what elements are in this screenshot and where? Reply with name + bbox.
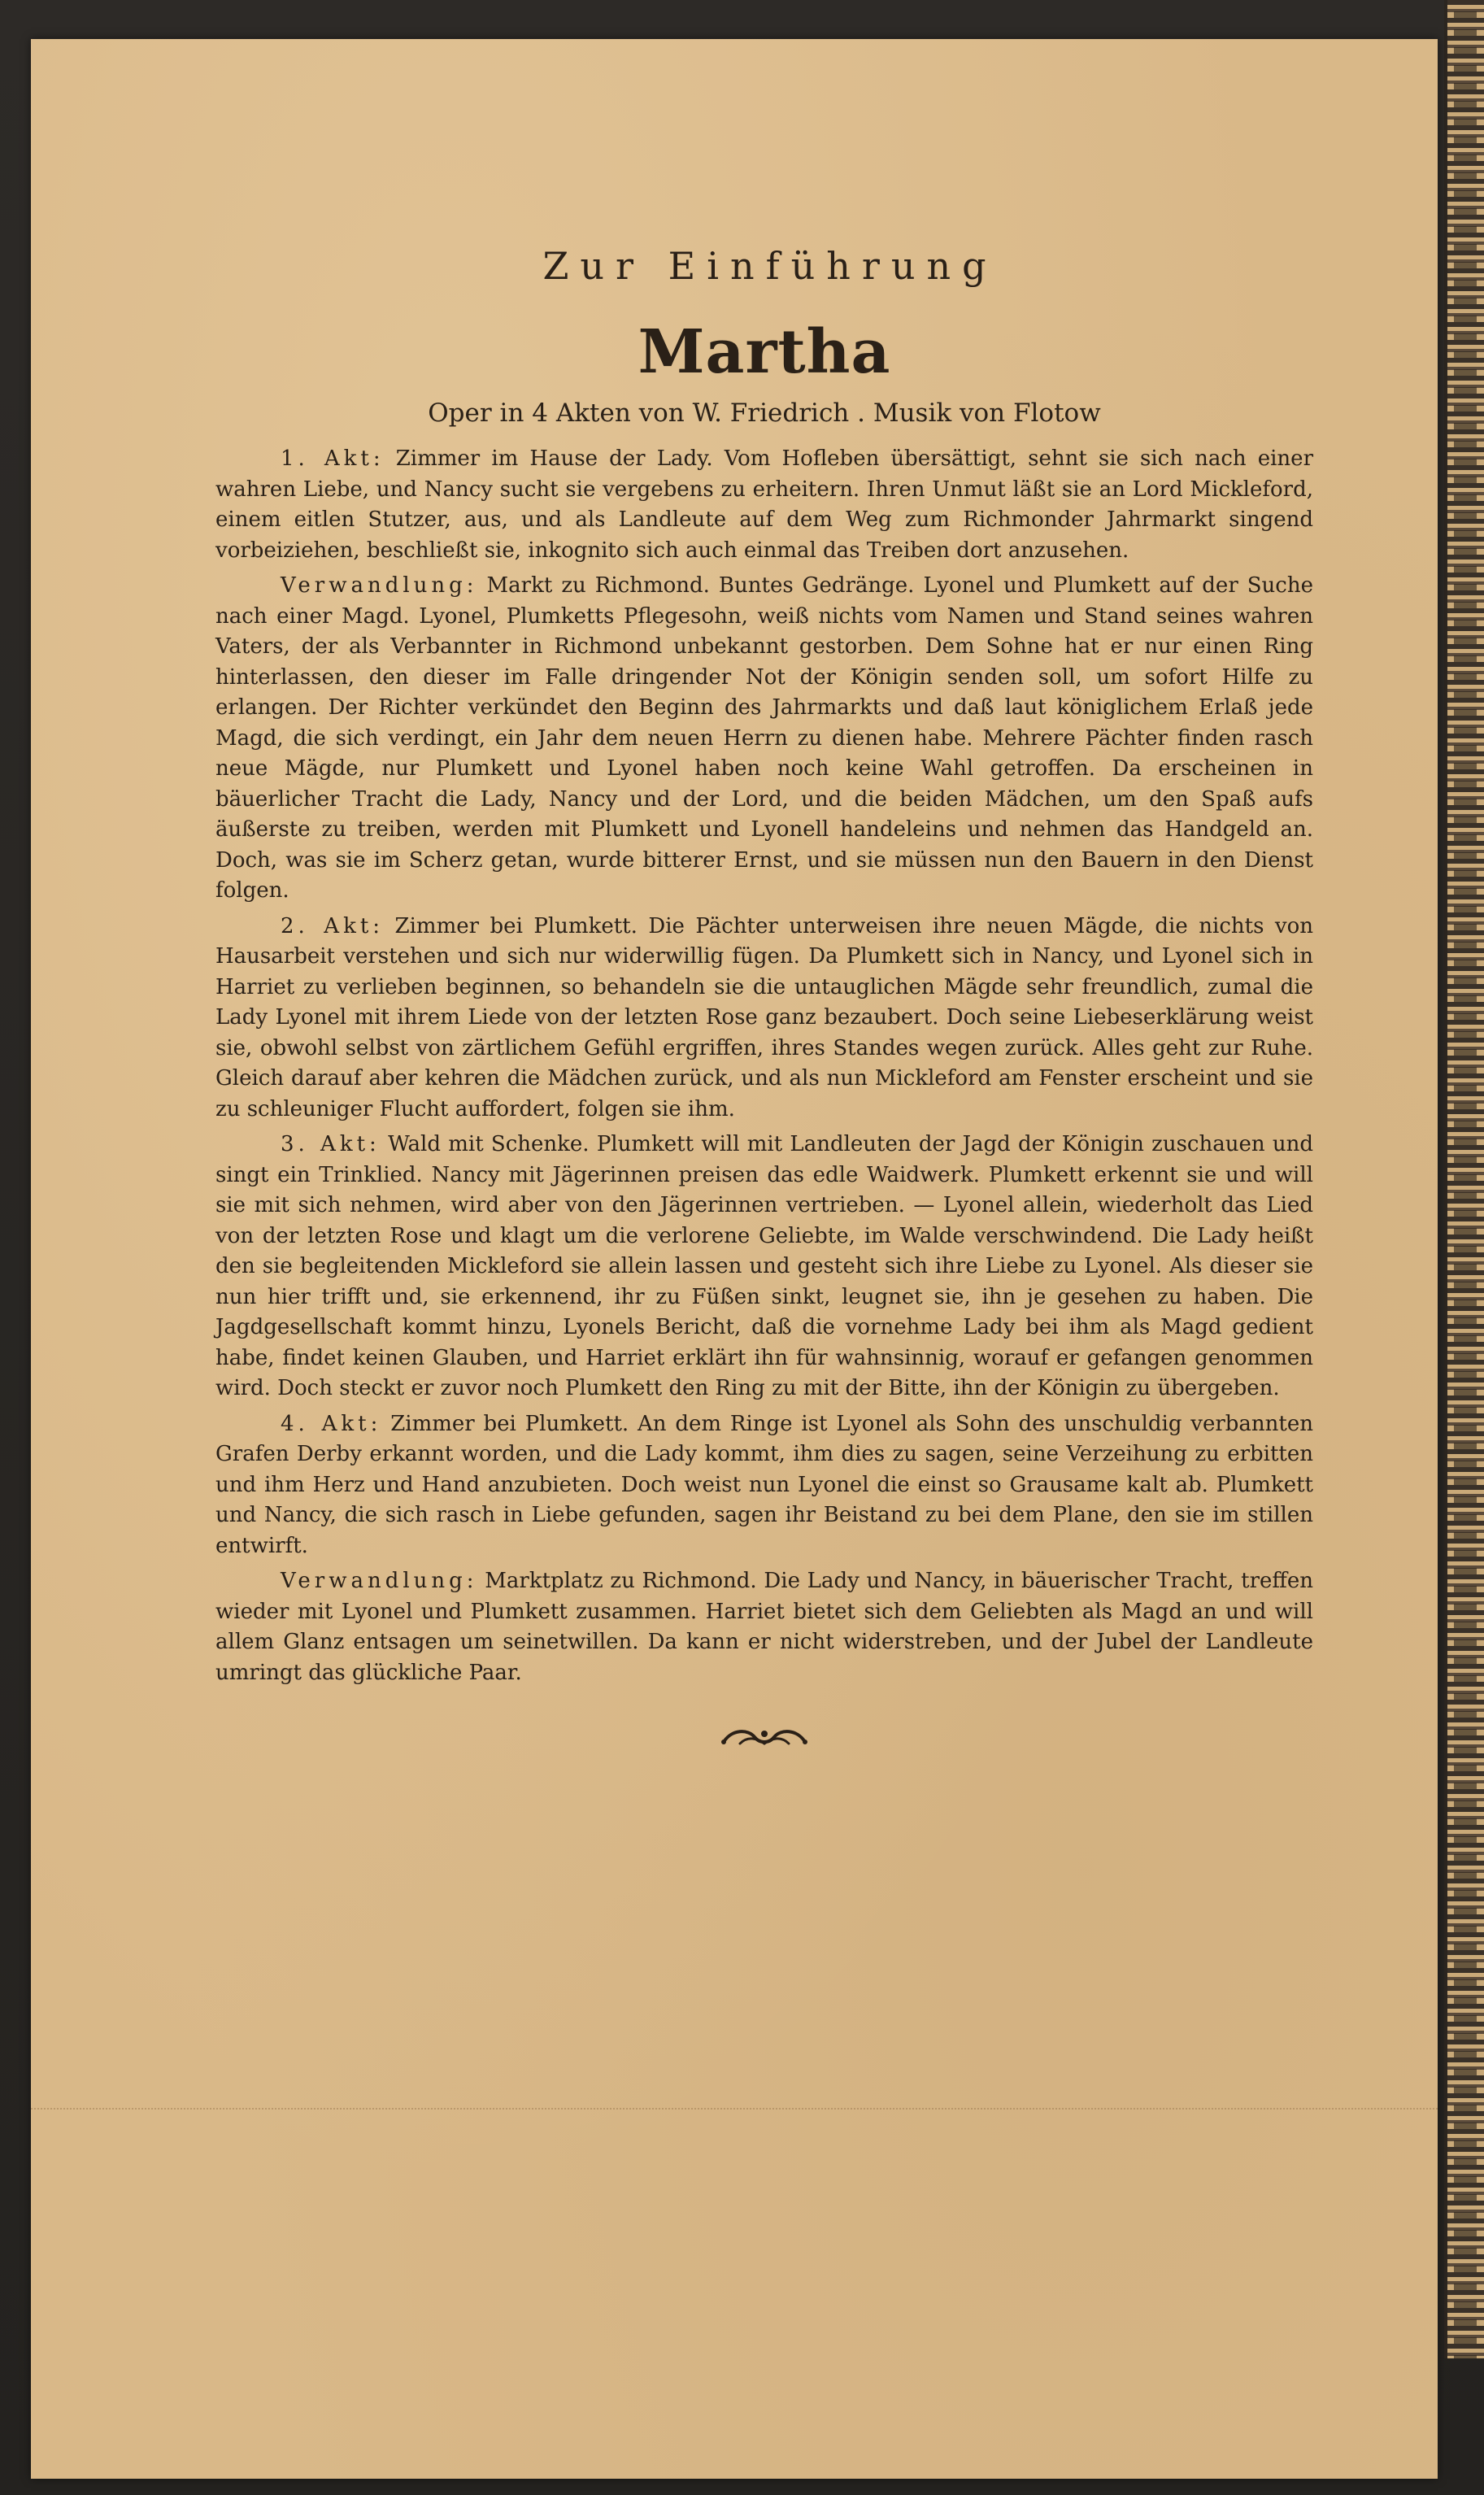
fold-line — [31, 2108, 1438, 2110]
paragraph-act-4-change — [215, 1566, 1313, 1688]
paragraph-text: Markt zu Richmond. Buntes Gedränge. Lyonel und Plumkett auf der Suche nach einer Magd. Lyonel, Plumketts Pflegesohn, weiß nichts vom Namen und Stand seines wahren Vaters, der als Verbannter in Richmond unbekannt gestorben. Dem Sohne hat er nur einen Ring hinterlassen, den dieser im Falle dringender Not der Königin senden soll, um sofort Hilfe zu erlangen. Der Richter verkündet den Beginn des Jahrmarkts und daß laut königlichem Erlaß jede Magd, die sich verdingt, ein Jahr dem neuen Herrn zu dienen habe. Mehrere Pächter finden rasch neue Mägde, nur Plumkett und Lyonel haben noch keine Wahl getroffen. Da erscheinen in bäuerlicher Tracht die Lady, Nancy und der Lord, und die beiden Mädchen, um den Spaß aufs äußerste zu treiben, werden mit Plumkett und Lyonell handeleins und nehmen das Handgeld an. Doch, was sie im Scherz getan, wurde bitterer Ernst, und sie müssen nun den Bauern in den Dienst folgen. — [215, 573, 1313, 903]
scroll-ornament-icon — [215, 1724, 1313, 1753]
paragraph-text: Zimmer bei Plumkett. Die Pächter unterweisen ihre neuen Mägde, die nichts von Hausarbeit verstehen und sich nur widerwillig fügen. Da Plumkett sich in Nancy, und Lyonel sich in Harriet zu verlieben beginnen, so behandeln sie die untauglichen Mägde sehr freundlich, zumal die Lady Lyonel mit ihrem Liede von der letzten Rose ganz bezaubert. Doch seine Liebeserklärung weist sie, obwohl selbst von zärtlichem Gefühl ergriffen, ihres Standes wegen zurück. Alles geht zur Ruhe. Gleich darauf aber kehren die Mädchen zurück, und als nun Mickleford am Fenster erscheint und sie zu schleuniger Flucht auffordert, folgen sie ihm. — [215, 913, 1313, 1121]
paragraph-lead: 4. Akt: — [281, 1411, 382, 1436]
paragraph-act-2 — [215, 912, 1313, 1126]
paragraph-text: Marktplatz zu Richmond. Die Lady und Nancy, in bäuerischer Tracht, treffen wieder mit Lyonel und Plumkett zusammen. Harriet bietet sich dem Geliebten als Magd an und will allem Glanz entsagen um seinetwillen. Da kann er nicht widerstreben, und der Jubel der Landleute umringt das glückliche Paar. — [215, 1569, 1313, 1685]
paragraph-act-1-change — [215, 571, 1313, 907]
paragraph-lead: 3. Akt: — [281, 1132, 381, 1156]
opera-subtitle: Oper in 4 Akten von W. Friedrich . Musik von Flotow — [428, 398, 1101, 428]
document-body — [215, 244, 1313, 1753]
paragraph-act-1 — [215, 444, 1313, 566]
paragraph-text: Wald mit Schenke. Plumkett will mit Landleuten der Jagd der Königin zuschauen und singt ein Trinklied. Nancy mit Jägerinnen preisen das edle Waidwerk. Plumkett erkennt sie und will sie mit sich nehmen, wird aber von den Jägerinnen vertrieben. — Lyonel allein, wiederholt das Lied von der letzten Rose und klagt um die verlorene Geliebte, im Walde verschwindend. Die Lady heißt den sie begleitenden Mickleford sie allein lassen und gesteht sich ihre Liebe zu Lyonel. Als dieser sie nun hier trifft und, sie erkennend, ihr zu Füßen sinkt, leugnet sie, ihn je gesehen zu haben. Die Jagdgesellschaft kommt hinzu, Lyonels Bericht, daß die vornehme Lady bei ihm als Magd gedient habe, findet keinen Glauben, und Harriet erklärt ihn für wahnsinnig, worauf er gefangen genommen wird. Doch steckt er zuvor noch Plumkett den Ring zu mit der Bitte, ihn der Königin zu übergeben. — [215, 1132, 1314, 1400]
scroll-ornament-icon-svg — [716, 1724, 813, 1750]
paragraph-lead: 2. Akt: — [281, 913, 385, 938]
paragraph-act-4 — [215, 1409, 1313, 1562]
section-heading: Zur Einführung — [542, 244, 998, 288]
paragraph-lead: 1. Akt: — [281, 446, 385, 471]
paragraph-text: Zimmer im Hause der Lady. Vom Hofleben übersättigt, sehnt sie sich nach einer wahren Liebe, und Nancy sucht sie vergebens zu erheitern. Ihren Unmut läßt sie an Lord Mickleford, einem eitlen Stutzer, aus, und als Landleute auf dem Weg zum Richmonder Jahrmarkt singend vorbeiziehen, beschließt sie, inkognito sich auch einmal das Treiben dort anzusehen. — [215, 446, 1313, 563]
paragraph-lead: Verwandlung: — [281, 1569, 478, 1593]
opera-title: Martha — [638, 317, 891, 387]
paragraph-lead: Verwandlung: — [281, 573, 478, 598]
paragraph-text: Zimmer bei Plumkett. An dem Ringe ist Lyonel als Sohn des unschuldig verbannten Grafen Derby erkannt worden, und die Lady kommt, ihm dies zu sagen, seine Verzeihung zu erbitten und ihm Herz und Hand anzubieten. Doch weist nun Lyonel die einst so Grausame kalt ab. Plumkett und Nancy, die sich rasch in Liebe gefunden, sagen ihr Beistand zu bei dem Plane, den sie im stillen entwirft. — [215, 1411, 1314, 1558]
paragraph-act-3 — [215, 1130, 1313, 1404]
decorative-border-strip — [1444, 0, 1484, 2358]
